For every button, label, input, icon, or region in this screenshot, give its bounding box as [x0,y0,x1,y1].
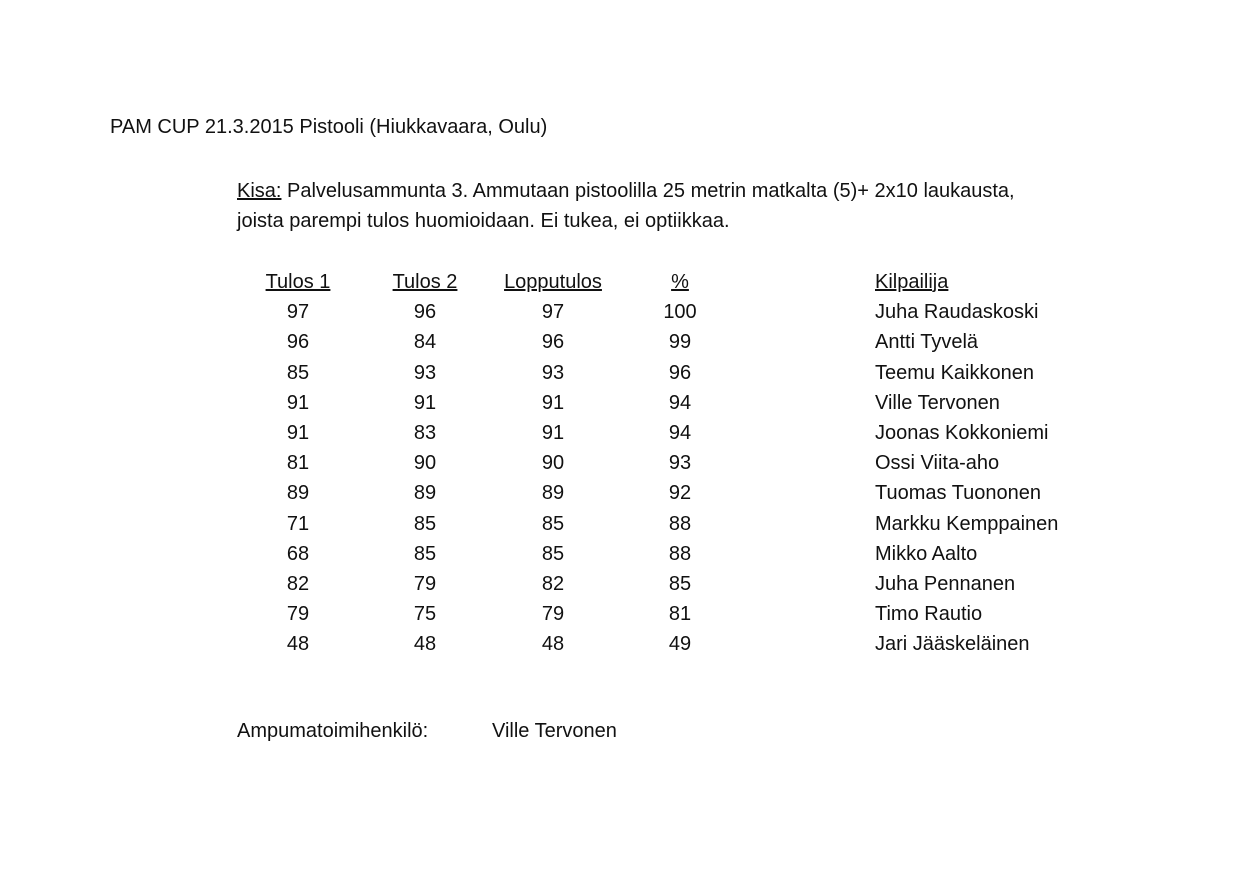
tulos-2-cell: 83 [413,421,437,444]
tulos-1-cell: 79 [286,603,310,626]
table-row [0,358,1240,388]
kilpailija-cell: Antti Tyvelä [875,331,979,354]
header-tulos-2: Tulos 2 [392,271,458,293]
tulos-1-cell: 48 [286,633,310,656]
tulos-1-cell: 91 [286,391,310,414]
header-kilpailija: Kilpailija [875,271,949,293]
percent-cell: 94 [668,421,692,444]
percent-cell: 88 [668,512,692,535]
percent-cell: 88 [668,542,692,565]
lopputulos-cell: 85 [541,512,565,535]
lopputulos-cell: 91 [541,421,565,444]
table-row [0,388,1240,418]
tulos-1-cell: 82 [286,572,310,595]
lopputulos-cell: 91 [541,391,565,414]
tulos-1-cell: 96 [286,331,310,354]
lopputulos-cell: 90 [541,452,565,475]
tulos-1-cell: 81 [286,452,310,475]
kilpailija-cell: Markku Kemppainen [875,512,1059,535]
description-line-1 [237,176,1015,206]
competition-description [237,176,1015,236]
tulos-2-cell: 48 [413,633,437,656]
table-header-row [0,267,1240,297]
table-row [0,599,1240,629]
tulos-2-cell: 93 [413,361,437,384]
lopputulos-cell: 97 [541,301,565,324]
kilpailija-cell: Tuomas Tuononen [875,482,1042,505]
tulos-1-cell: 68 [286,542,310,565]
header-lopputulos: Lopputulos [504,271,602,293]
tulos-2-cell: 85 [413,512,437,535]
percent-cell: 85 [668,572,692,595]
percent-cell: 99 [668,331,692,354]
kilpailija-cell: Mikko Aalto [875,542,978,565]
lopputulos-cell: 85 [541,542,565,565]
lopputulos-cell: 48 [541,633,565,656]
table-row [0,327,1240,357]
kilpailija-cell: Ossi Viita-aho [875,452,1000,475]
percent-cell: 93 [668,452,692,475]
tulos-2-cell: 84 [413,331,437,354]
kilpailija-cell: Ville Tervonen [875,391,1000,414]
header-percent: % [671,271,689,293]
official-name: Ville Tervonen [492,720,617,742]
table-row [0,418,1240,448]
tulos-2-cell: 75 [413,603,437,626]
description-line-2: joista parempi tulos huomioidaan. Ei tukea, ei optiikkaa. [237,210,730,232]
kilpailija-cell: Timo Rautio [875,603,983,626]
kilpailija-cell: Teemu Kaikkonen [875,361,1034,384]
results-table [0,267,1240,659]
tulos-1-cell: 91 [286,421,310,444]
page-title: PAM CUP 21.3.2015 Pistooli (Hiukkavaara, Oulu) [110,116,548,138]
table-row [0,569,1240,599]
tulos-2-cell: 90 [413,452,437,475]
tulos-2-cell: 89 [413,482,437,505]
tulos-1-cell: 71 [286,512,310,535]
header-tulos-1: Tulos 1 [265,271,331,293]
table-row [0,629,1240,659]
lopputulos-cell: 96 [541,331,565,354]
table-row [0,448,1240,478]
table-row [0,478,1240,508]
tulos-1-cell: 85 [286,361,310,384]
lopputulos-cell: 79 [541,603,565,626]
kilpailija-cell: Joonas Kokkoniemi [875,421,1049,444]
tulos-2-cell: 85 [413,542,437,565]
percent-cell: 100 [663,301,697,324]
lopputulos-cell: 93 [541,361,565,384]
percent-cell: 49 [668,633,692,656]
kilpailija-cell: Juha Pennanen [875,572,1016,595]
table-row [0,539,1240,569]
kilpailija-cell: Juha Raudaskoski [875,301,1039,324]
percent-cell: 94 [668,391,692,414]
table-row [0,509,1240,539]
lopputulos-cell: 89 [541,482,565,505]
tulos-1-cell: 89 [286,482,310,505]
competition-label: Kisa: [237,180,282,202]
percent-cell: 96 [668,361,692,384]
description-text-1: Palvelusammunta 3. Ammutaan pistoolilla 25 metrin matkalta (5)+ 2x10 laukausta, [281,180,1015,202]
table-row [0,297,1240,327]
lopputulos-cell: 82 [541,572,565,595]
percent-cell: 92 [668,482,692,505]
tulos-2-cell: 96 [413,301,437,324]
tulos-1-cell: 97 [286,301,310,324]
official-label: Ampumatoimihenkilö: [237,720,429,742]
percent-cell: 81 [668,603,692,626]
tulos-2-cell: 91 [413,391,437,414]
tulos-2-cell: 79 [413,572,437,595]
kilpailija-cell: Jari Jääskeläinen [875,633,1030,656]
